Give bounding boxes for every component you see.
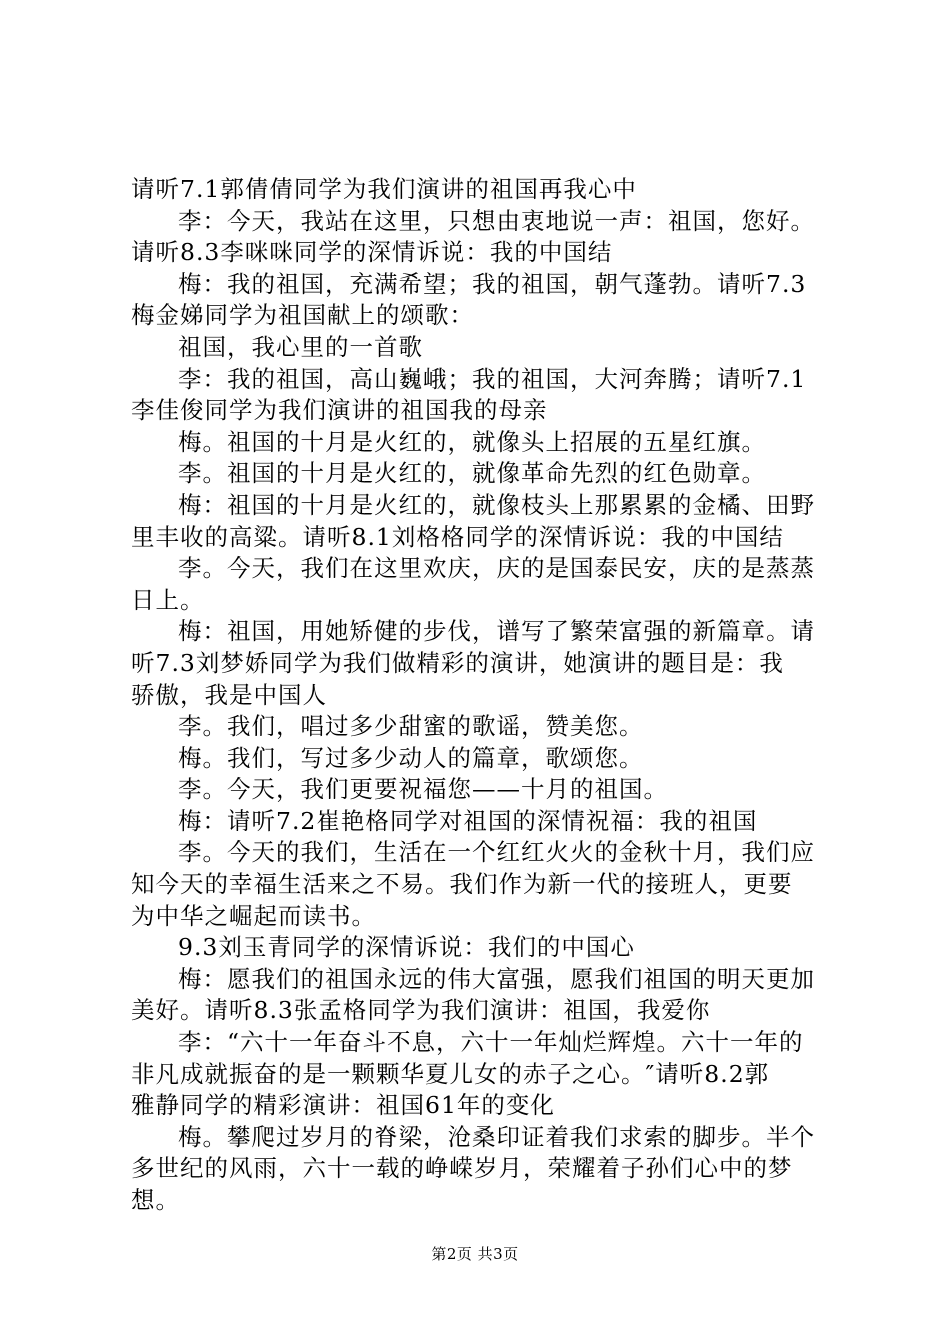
text-line: 李：我的祖国，高山巍峨；我的祖国，大河奔腾；请听7.1 bbox=[178, 364, 807, 393]
text-line: 请听8.3李咪咪同学的深情诉说：我的中国结 bbox=[131, 238, 613, 267]
paragraph bbox=[131, 269, 831, 332]
text-line: 请听7.1郭倩倩同学为我们演讲的祖国再我心中 bbox=[131, 175, 637, 203]
text-line: 李：今天，我站在这里，只想由衷地说一声：祖国，您好。 bbox=[178, 206, 815, 235]
text-line: 为中华之崛起而读书。 bbox=[131, 901, 376, 930]
paragraph bbox=[131, 206, 831, 269]
text-line: 梅。我们，写过多少动人的篇章，歌颂您。 bbox=[178, 743, 644, 772]
paragraph bbox=[131, 932, 831, 964]
paragraph bbox=[131, 553, 831, 616]
text-line: 梅：请听7.2崔艳格同学对祖国的深情祝福：我的祖国 bbox=[178, 806, 758, 835]
text-line: 李。今天的我们，生活在一个红红火火的金秋十月，我们应 bbox=[178, 838, 815, 867]
text-line: 骄傲，我是中国人 bbox=[131, 680, 327, 709]
document-body bbox=[131, 174, 831, 1217]
text-line: 李。今天，我们在这里欢庆，庆的是国泰民安，庆的是蒸蒸 bbox=[178, 554, 815, 583]
paragraph bbox=[131, 837, 831, 932]
text-line: 梅：愿我们的祖国永远的伟大富强，愿我们祖国的明天更加 bbox=[178, 964, 815, 993]
text-line: 想。 bbox=[131, 1186, 180, 1214]
text-line: 日上。 bbox=[131, 585, 205, 614]
paragraph bbox=[131, 964, 831, 1027]
text-line: 知今天的幸福生活来之不易。我们作为新一代的接班人，更要 bbox=[131, 870, 793, 899]
page-footer: 第2页 共3页 bbox=[431, 1245, 519, 1263]
text-line: 李佳俊同学为我们演讲的祖国我的母亲 bbox=[131, 396, 548, 425]
text-line: 非凡成就振奋的是一颗颗华夏儿女的赤子之心。″请听8.2郭 bbox=[131, 1059, 770, 1088]
paragraph bbox=[131, 1027, 831, 1122]
text-line: 祖国，我心里的一首歌 bbox=[178, 332, 423, 361]
text-line: 雅静同学的精彩演讲：祖国61年的变化 bbox=[131, 1091, 555, 1120]
paragraph bbox=[131, 332, 831, 364]
text-line: 梅：祖国，用她矫健的步伐，谱写了繁荣富强的新篇章。请 bbox=[178, 617, 815, 646]
text-line: 梅：我的祖国，充满希望；我的祖国，朝气蓬勃。请听7.3 bbox=[178, 269, 807, 298]
text-line: 听7.3刘梦娇同学为我们做精彩的演讲，她演讲的题目是：我 bbox=[131, 648, 784, 677]
paragraph bbox=[131, 806, 831, 838]
paragraph bbox=[131, 616, 831, 711]
paragraph bbox=[131, 743, 831, 775]
paragraph bbox=[131, 174, 831, 206]
paragraph bbox=[131, 774, 831, 806]
text-line: 梅金娣同学为祖国献上的颂歌： bbox=[131, 301, 474, 330]
text-line: 多世纪的风雨，六十一载的峥嵘岁月，荣耀着子孙们心中的梦 bbox=[131, 1154, 793, 1183]
paragraph bbox=[131, 711, 831, 743]
text-line: 李。今天，我们更要祝福您——十月的祖国。 bbox=[178, 775, 668, 804]
text-line: 梅。祖国的十月是火红的，就像头上招展的五星红旗。 bbox=[178, 427, 766, 456]
paragraph bbox=[131, 427, 831, 459]
text-line: 李：“六十一年奋斗不息，六十一年灿烂辉煌。六十一年的 bbox=[178, 1028, 804, 1057]
text-line: 李。我们，唱过多少甜蜜的歌谣，赞美您。 bbox=[178, 712, 644, 741]
text-line: 9.3刘玉青同学的深情诉说：我们的中国心 bbox=[178, 933, 635, 962]
text-line: 里丰收的高粱。请听8.1刘格格同学的深情诉说：我的中国结 bbox=[131, 522, 784, 551]
text-line: 梅。攀爬过岁月的脊梁，沧桑印证着我们求索的脚步。半个 bbox=[178, 1122, 815, 1151]
paragraph bbox=[131, 458, 831, 490]
paragraph bbox=[131, 364, 831, 427]
text-line: 美好。请听8.3张孟格同学为我们演讲：祖国，我爱你 bbox=[131, 996, 711, 1025]
paragraph bbox=[131, 1122, 831, 1217]
paragraph bbox=[131, 490, 831, 553]
text-line: 李。祖国的十月是火红的，就像革命先烈的红色勋章。 bbox=[178, 459, 766, 488]
text-line: 梅：祖国的十月是火红的，就像枝头上那累累的金橘、田野 bbox=[178, 490, 815, 519]
